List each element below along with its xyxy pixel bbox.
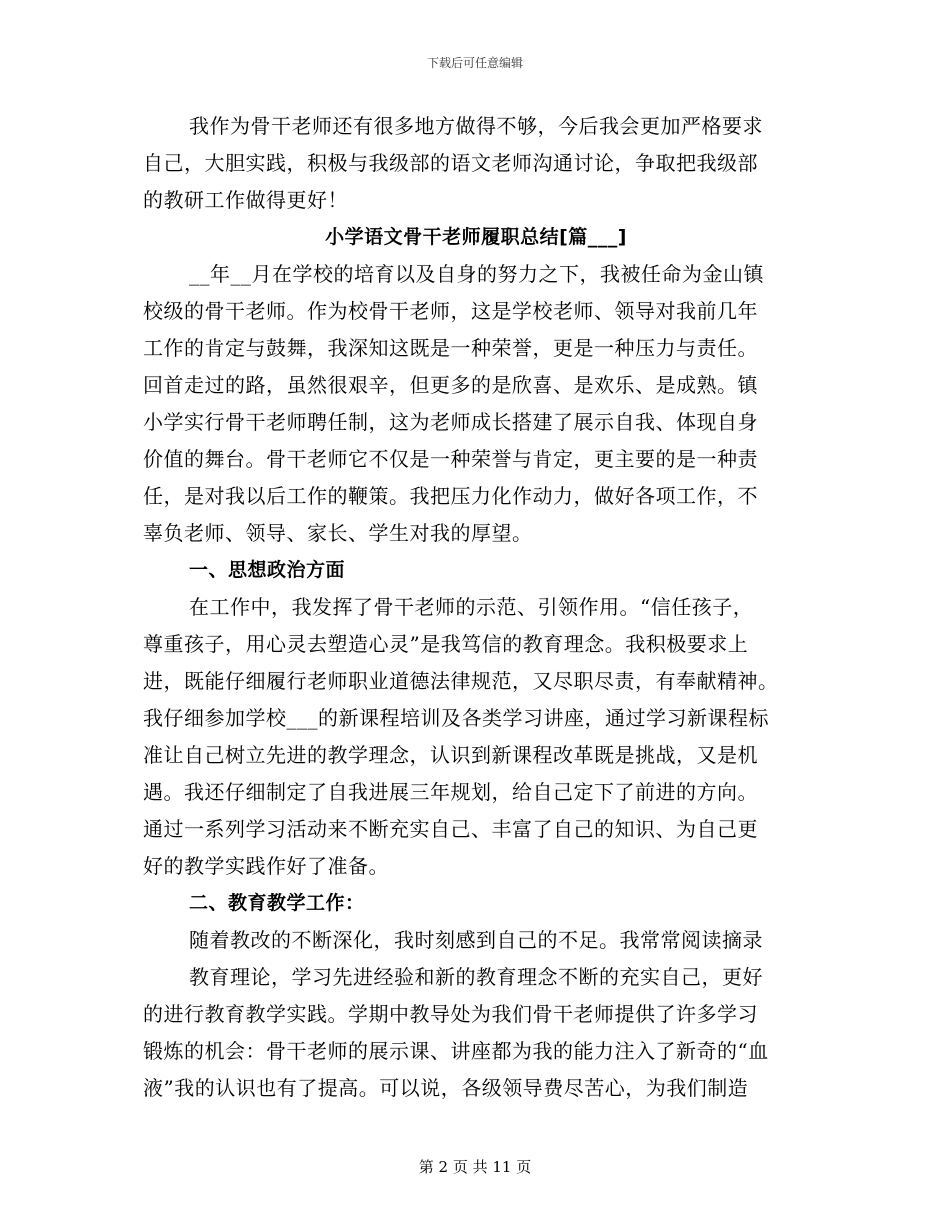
paragraph-line: 在工作中，我发挥了骨干老师的示范、引领作用。“信任孩子， bbox=[189, 595, 754, 619]
paragraph-line: 我作为骨干老师还有很多地方做得不够，今后我会更加严格要求 bbox=[189, 114, 763, 138]
paragraph-line: __年__月在学校的培育以及自身的努力之下，我被任命为金山镇 bbox=[189, 262, 764, 286]
paragraph-line: 小学实行骨干老师聘任制，这为老师成长搭建了展示自我、体现自身 bbox=[143, 410, 758, 434]
paragraph-line: 的教研工作做得更好！ bbox=[143, 188, 348, 212]
paragraph-line: 准让自己树立先进的教学理念，认识到新课程改革既是挑战，又是机 bbox=[143, 743, 758, 767]
paragraph-line: 教育理论，学习先进经验和新的教育理念不断的充实自己，更好 bbox=[189, 965, 763, 989]
paragraph-line: 我仔细参加学校___的新课程培训及各类学习讲座，通过学习新课程标 bbox=[143, 706, 769, 730]
paragraph-line: 好的教学实践作好了准备。 bbox=[143, 854, 389, 878]
paragraph-line: 辜负老师、领导、家长、学生对我的厚望。 bbox=[143, 521, 533, 545]
paragraph-line: 价值的舞台。骨干老师它不仅是一种荣誉与肯定，更主要的是一种责 bbox=[143, 447, 758, 471]
page-header: 下载后可任意编辑 bbox=[426, 56, 523, 70]
paragraph-line: 液”我的认识也有了提高。可以说，各级领导费尽苦心，为我们制造 bbox=[143, 1076, 749, 1100]
paragraph-line: 回首走过的路，虽然很艰辛，但更多的是欣喜、是欢乐、是成熟。镇 bbox=[143, 373, 758, 397]
paragraph-line: 通过一系列学习活动来不断充实自己、丰富了自己的知识、为自己更 bbox=[143, 817, 758, 841]
paragraph-line: 校级的骨干老师。作为校骨干老师，这是学校老师、领导对我前几年 bbox=[143, 299, 758, 323]
paragraph-line: 的进行教育教学实践。学期中教导处为我们骨干老师提供了许多学习 bbox=[143, 1002, 758, 1026]
section-heading: 二、教育教学工作： bbox=[189, 892, 365, 914]
paragraph-line: 锻炼的机会：骨干老师的展示课、讲座都为我的能力注入了新奇的“血 bbox=[143, 1039, 769, 1063]
paragraph-line: 随着教改的不断深化，我时刻感到自己的不足。我常常阅读摘录 bbox=[189, 928, 763, 952]
page-footer: 第 2 页 共 11 页 bbox=[418, 1158, 532, 1176]
paragraph-line: 工作的肯定与鼓舞，我深知这既是一种荣誉，更是一种压力与责任。 bbox=[143, 336, 758, 360]
paragraph-line: 遇。我还仔细制定了自我进展三年规划，给自己定下了前进的方向。 bbox=[143, 780, 758, 804]
paragraph-line: 自己，大胆实践，积极与我级部的语文老师沟通讨论，争取把我级部 bbox=[143, 151, 758, 175]
section-title: 小学语文骨干老师履职总结[篇___] bbox=[325, 226, 627, 248]
document-body bbox=[143, 108, 809, 1107]
section-heading: 一、思想政治方面 bbox=[189, 559, 346, 581]
paragraph-line: 尊重孩子，用心灵去塑造心灵”是我笃信的教育理念。我积极要求上 bbox=[143, 632, 749, 656]
paragraph-line: 任，是对我以后工作的鞭策。我把压力化作动力，做好各项工作，不 bbox=[143, 484, 758, 508]
paragraph-line: 进，既能仔细履行老师职业道德法律规范，又尽职尽责，有奉献精神。 bbox=[143, 669, 779, 693]
